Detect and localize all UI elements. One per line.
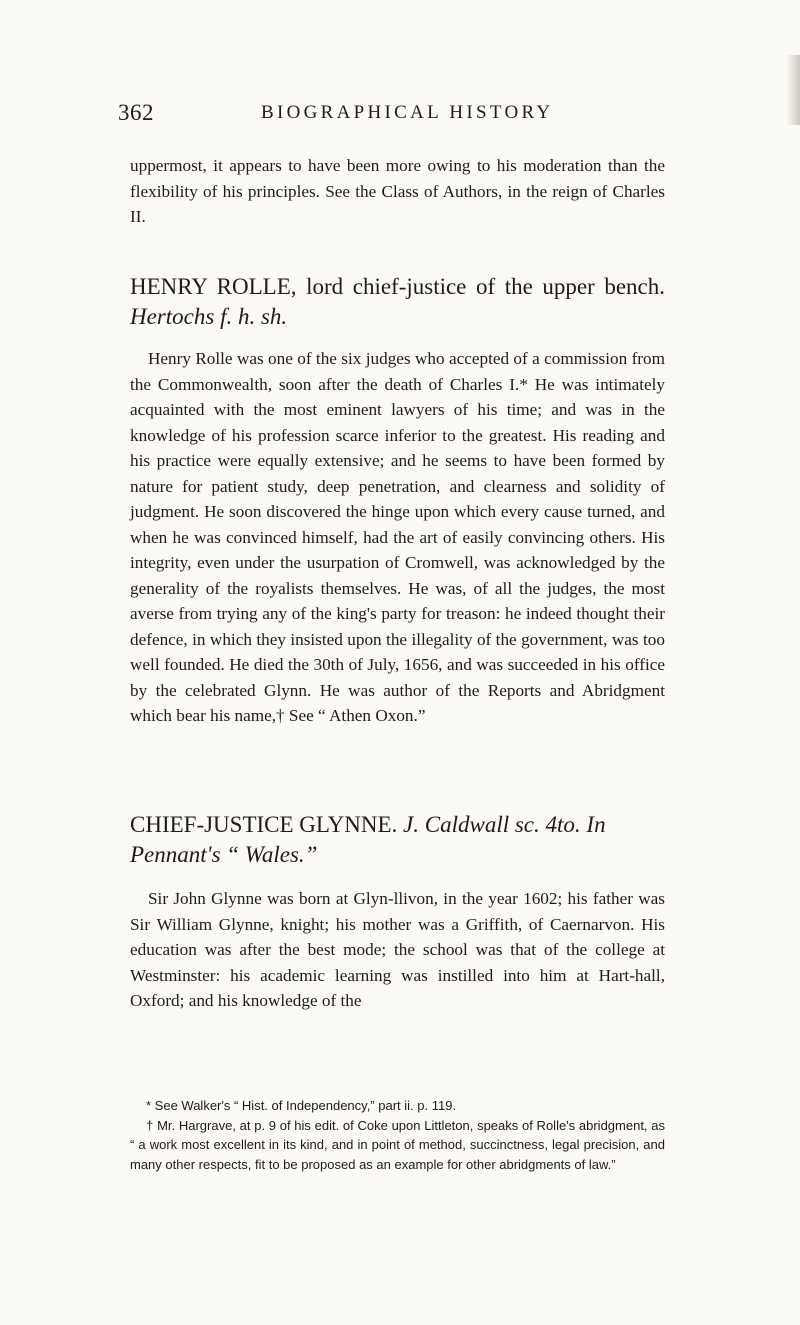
running-head	[118, 100, 638, 134]
rolle-heading-engraving: Hertochs f. h. sh.	[130, 304, 288, 329]
page-number: 362	[118, 100, 154, 125]
glynne-heading-main: CHIEF-JUSTICE GLYNNE.	[130, 812, 404, 837]
rolle-heading	[130, 272, 665, 332]
running-title: BIOGRAPHICAL HISTORY	[261, 102, 554, 123]
glynne-body: Sir John Glynne was born at Glyn-llivon, in the year 1602; his father was Sir William Glynne, knight; his mother was a Griffith, of Caernarvon. His education was after the best mode; the school was that of the college at Westminster: his academic learning was instilled into him at Hart-hall, Oxford; and his knowledge of the	[130, 889, 665, 1010]
intro-paragraph: uppermost, it appears to have been more owing to his moderation than the flexibility of his principles. See the Class of Authors, in the reign of Charles II.	[130, 156, 665, 226]
footnote-2: † Mr. Hargrave, at p. 9 of his edit. of Coke upon Littleton, speaks of Rolle's abridgment, as “ a work most excellent in its kind, and in point of method, succinctness, legal precision, and many other respects, fit to be proposed as an example for other abridgments of law.”	[130, 1117, 665, 1172]
rolle-body: Henry Rolle was one of the six judges who accepted of a commission from the Commonwealth, soon after the death of Charles I.* He was intimately acquainted with the most eminent lawyers of his time; and was in the knowledge of his profession scarce inferior to the greatest. His reading and his practice were equally extensive; and he seems to have been formed by nature for patient study, deep penetration, and clearness and solidity of judgment. He soon discovered the hinge upon which every cause turned, and when he was convinced himself, had the art of easily convincing others. His integrity, even under the usurpation of Cromwell, was acknowledged by the generality of the royalists themselves. He was, of all the judges, the most averse from trying any of the king's party for treason: he indeed thought their defence, in which they insisted upon the illegality of the government, was too well founded. He died the 30th of July, 1656, and was succeeded in his office by the celebrated Glynn. He was author of the Reports and Abridgment which bear his name,† See “ Athen Oxon.”	[130, 349, 665, 725]
glynne-heading-engraving: J. Caldwall sc. 4to. In Pennant's “ Wales.”	[130, 812, 606, 867]
glynne-heading	[130, 810, 665, 870]
footnote-1: * See Walker's “ Hist. of Independency,” part ii. p. 119.	[146, 1098, 457, 1113]
rolle-heading-main: HENRY ROLLE, lord chief-justice of the upper bench.	[130, 274, 665, 299]
page-edge-stain	[786, 55, 800, 125]
footnotes	[130, 1096, 665, 1174]
